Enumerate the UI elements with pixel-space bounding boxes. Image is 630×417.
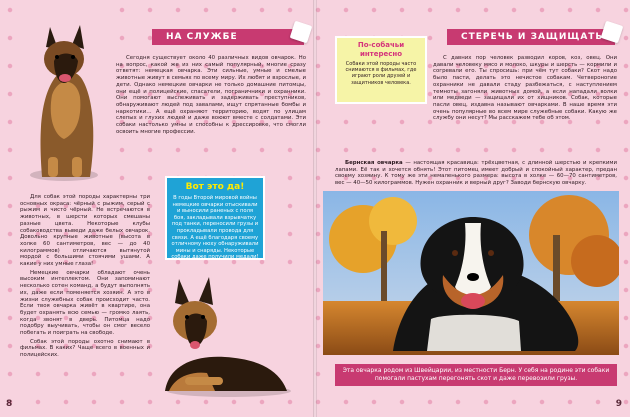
bernese-description: — настоящая красавица: трёхцветная, с длинной шерстью и крепкими лапами. Её так и хочется обнять! Этот питомец имеет добрый и спокойный характер, предан своему хозяину. К тому же эти немаленького размера: высота в холке — 60—70 сантиметров, вес — 40—50 килограммов. Нужен охранник и верный друг? Заводи бернскую овчарку. (335, 160, 617, 187)
bernese-text (335, 160, 617, 189)
interesting-fact-text: Собаки этой породы часто снимаются в фильмах, где играют роли друзей и защитников человека. (345, 61, 417, 86)
wow-fact-title: Вот это да! (185, 182, 245, 192)
paragraph: С давних пор человек разводил коров, коз, овец. Они давали человеку мясо и молоко, шкуры и шерсть — кормили и согревали его. Ты спросишь: при чём тут собаки? Скот надо было пасти, делать это нечистое собакам. Четвероногие охранники не давали стаду разбежаться, с наступлением темноты загоняли животных домой, а если нападали волки или медведи — защищали их от хищников. Собак, которые пасли овец, издавна называют овчарками. В наше время эти очень популярные во всем мире служебные собаки. Какую же службу они несут? Мы расскажем тебе об этом. (433, 55, 617, 122)
banner-title: НА СЛУЖБЕ (166, 32, 238, 42)
german-shepherd-sitting-photo (24, 7, 106, 183)
wow-fact-text: В годы Второй мировой войны немецкие овчарки отыскивали и выносили раненых с поля боя, закладывали взрывчатку под танки, переносили грузы и прокладывали провода для связи. А ещё благодаря своему отличному нюху обнаруживали мины и снаряды. Некоторые собаки даже получили медали! (171, 195, 259, 261)
section-banner-right (447, 29, 615, 45)
page-number-left: 8 (6, 399, 13, 409)
interesting-fact-title: По-собачьи интересно (357, 41, 405, 58)
paragraph: Собак этой породы охотно снимают в фильмах. В каких? Чаще всего в военных и полицейских. (20, 338, 150, 359)
intro-text (116, 55, 306, 137)
german-shepherd-lying-photo (155, 273, 297, 399)
right-page (315, 0, 630, 417)
coat-text (20, 194, 150, 361)
bernese-mountain-dog-photo (323, 191, 619, 355)
interesting-fact-box (335, 36, 427, 104)
paragraph: Немецкие овчарки обладают очень высоким интеллектом. Они запоминают несколько сотен команд, а будут выполнять их, даже если поменяется хозяин. А это в жизни служебных собак происходит часто. Если твоя овчарка живёт в квартире, она будет охранять всю семью — громко лаять, когда звонят в дверь. Питомца надо подобру выучивать, чтобы он смог весело побегать и поиграть на свободе. (20, 269, 150, 337)
shepherd-history-text (433, 55, 617, 124)
paragraph (335, 160, 617, 187)
photo-caption: Эта овчарка родом из Швейцарии, из местности Берн. У себя на родине эти собаки помогали пастухам перегонять скот и даже перевозили грузы. (335, 364, 617, 386)
banner-title: СТЕРЕЧЬ И ЗАЩИЩАТЬ (461, 32, 604, 42)
section-banner-left (152, 29, 304, 45)
paragraph: Сегодня существует около 40 различных видов овчарок. Но на вопрос, какой же из них самый популярный, многие сразу ответят: немецкая овчарка. Эти сильные, умные и смелые животные живут в семьях по всему миру. Их любят и взрослые, и дети. Однако немецкие овчарки не только домашние питомцы, они ещё и полицейские, спасатели, пограничники и охранники. Они помогают выслеживать и задерживать преступников, обнаруживают людей под завалами, ищут спрятанные бомбы и наркотики… А ещё охраняют территорию, водят по улицам слепых и глухих людей и даже воюют вместе с солдатами. Эти собаки настолько умны и способны к дрессировке, что смогли освоить многие профессии. (116, 55, 306, 135)
page-number-right: 9 (615, 399, 622, 409)
bold-term: Бернская овчарка (345, 160, 403, 166)
wow-fact-box (165, 176, 265, 260)
paragraph: Для собак этой породы характерны три основных окраса: чёрный с рыжим, серый с рыжим и чисто чёрный. Не встречаются в животных, в шерсти которых смешаны разные цвета. Некоторые клубы собаководства выведи даже белых овчарок. Довольно крупные животные (высота в холке 60 сантиметров, вес — до 40 килограммов) отличаются вытянутой мордой с большими стоячими ушами. А какие у них умные глаза! (20, 194, 150, 268)
